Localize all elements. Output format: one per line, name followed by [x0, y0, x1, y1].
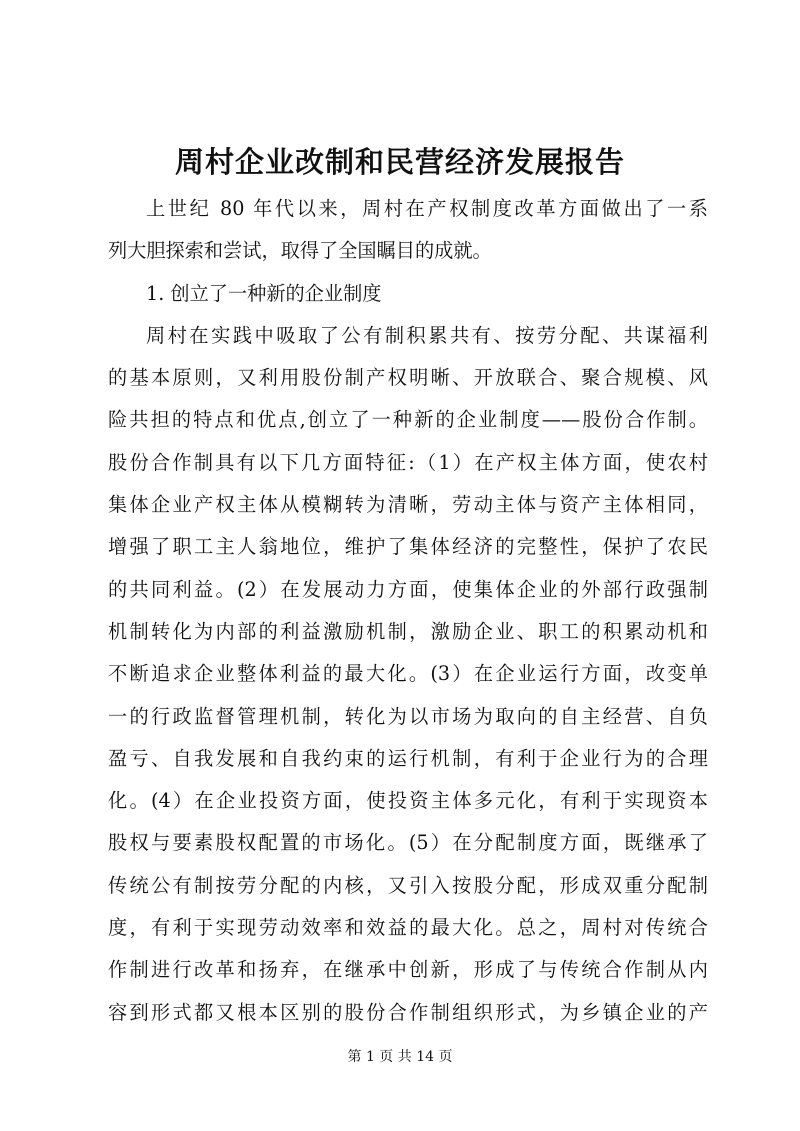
body-line-12: 不断追求企业整体利益的最大化。(3）在企业运行方面，改变单 — [108, 662, 708, 686]
section-heading: 1. 创立了一种新的企业制度 — [146, 281, 382, 305]
page-number-footer: 第 1 页 共 14 页 — [347, 1049, 453, 1065]
body-line-17: 传统公有制按劳分配的内核，又引入按股分配，形成双重分配制 — [108, 873, 708, 897]
body-line-18: 度，有利于实现劳动效率和效益的最大化。总之，周村对传统合 — [108, 916, 708, 940]
body-line-19: 作制进行改革和扬弃，在继承中创新，形成了与传统合作制从内 — [108, 958, 708, 982]
body-line-15: 化。(4）在企业投资方面，使投资主体多元化，有利于实现资本 — [108, 789, 708, 813]
body-line-16: 股权与要素股权配置的市场化。(5）在分配制度方面，既继承了 — [108, 831, 708, 855]
body-line-2: 列大胆探索和尝试，取得了全国瞩目的成就。 — [108, 239, 492, 263]
body-line-14: 盈亏、自我发展和自我约束的运行机制，有利于企业行为的合理 — [108, 746, 708, 770]
body-line-20: 容到形式都又根本区别的股份合作制组织形式，为乡镇企业的产 — [108, 1000, 708, 1024]
body-line-11: 机制转化为内部的利益激励机制，激励企业、职工的积累动机和 — [108, 619, 708, 643]
body-line-13: 一的行政监督管理机制，转化为以市场为取向的自主经营、自负 — [108, 704, 708, 728]
body-line-4: 周村在实践中吸取了公有制积累共有、按劳分配、共谋福利 — [146, 323, 708, 347]
body-line-7: 股份合作制具有以下几方面特征:（1）在产权主体方面，使农村 — [108, 450, 708, 474]
document-body — [108, 188, 708, 1034]
document-title: 周村企业改制和民营经济发展报告 — [174, 145, 625, 179]
body-line-5: 的基本原则，又利用股份制产权明晰、开放联合、聚合规模、风 — [108, 366, 708, 390]
body-line-6: 险共担的特点和优点,创立了一种新的企业制度——股份合作制。 — [108, 408, 708, 432]
body-line-10: 的共同利益。(2）在发展动力方面，使集体企业的外部行政强制 — [108, 577, 708, 601]
body-line-9: 增强了职工主人翁地位，维护了集体经济的完整性，保护了农民 — [108, 535, 708, 559]
body-line-8: 集体企业产权主体从模糊转为清晰，劳动主体与资产主体相同， — [108, 493, 708, 517]
body-line-1: 上世纪 80 年代以来，周村在产权制度改革方面做出了一系 — [146, 197, 708, 220]
